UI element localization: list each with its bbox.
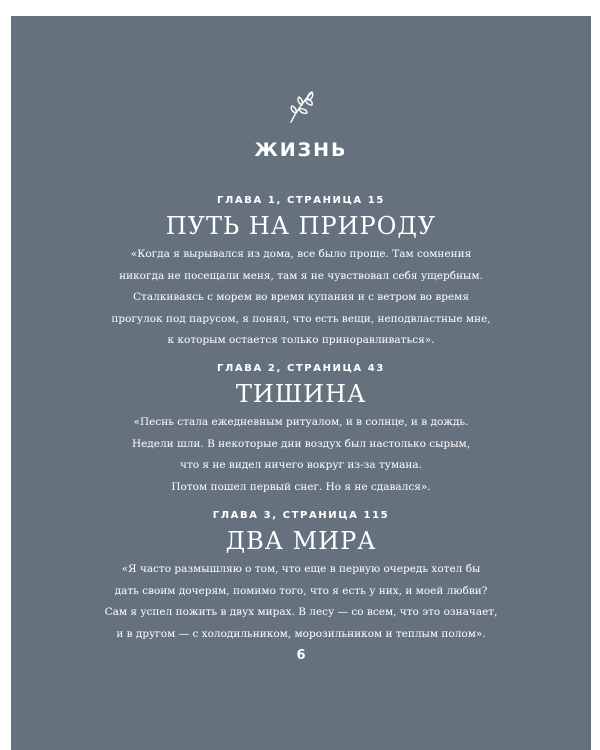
book-page bbox=[11, 16, 591, 750]
chapter-reference: ГЛАВА 2, СТРАНИЦА 43 bbox=[217, 363, 385, 374]
chapter-quote bbox=[11, 559, 591, 645]
quote-line: «Песнь стала ежедневным ритуалом, и в солнце, и в дождь. bbox=[133, 416, 469, 428]
quote-line: что я не видел ничего вокруг из-за тумана. bbox=[180, 459, 422, 471]
quote-line: Сталкиваясь с морем во время купания и с ветром во время bbox=[133, 291, 469, 303]
quote-line: «Когда я вырывался из дома, все было проще. Там сомнения bbox=[130, 248, 472, 260]
chapter-entry-2 bbox=[11, 362, 591, 498]
chapter-reference: ГЛАВА 1, СТРАНИЦА 15 bbox=[217, 195, 385, 206]
chapter-entry-1 bbox=[11, 194, 591, 352]
quote-line: «Я часто размышляю о том, что еще в первую очередь хотел бы bbox=[121, 563, 481, 575]
quote-line: дать своим дочерям, помимо того, что я есть у них, и моей любви? bbox=[114, 584, 488, 597]
quote-line: Сам я успел пожить в двух мирах. В лесу — со всем, что это означает, bbox=[104, 606, 498, 618]
section-title: ЖИЗНЬ bbox=[254, 139, 348, 161]
leaf-branch-icon bbox=[285, 88, 317, 124]
quote-line: прогулок под парусом, я понял, что есть вещи, неподвластные мне, bbox=[111, 312, 491, 325]
chapter-entry-3 bbox=[11, 509, 591, 645]
quote-line: Недели шли. В некоторые дни воздух был настолько сырым, bbox=[131, 437, 471, 450]
chapter-quote bbox=[11, 412, 591, 498]
page-number: 6 bbox=[296, 648, 306, 663]
quote-line: никогда не посещали меня, там я не чувствовал себя ущербным. bbox=[119, 269, 483, 282]
chapter-title: ДВА МИРА bbox=[225, 527, 377, 555]
chapter-title: ТИШИНА bbox=[235, 380, 367, 408]
quote-line: к которым остается только приноравливаться». bbox=[167, 334, 435, 346]
chapter-reference: ГЛАВА 3, СТРАНИЦА 115 bbox=[212, 510, 390, 521]
chapter-title: ПУТЬ НА ПРИРОДУ bbox=[165, 212, 437, 240]
quote-line: Потом пошел первый снег. Но я не сдавался». bbox=[171, 480, 431, 493]
chapter-quote bbox=[11, 244, 591, 352]
quote-line: и в другом — с холодильником, морозильником и теплым полом». bbox=[116, 627, 486, 640]
